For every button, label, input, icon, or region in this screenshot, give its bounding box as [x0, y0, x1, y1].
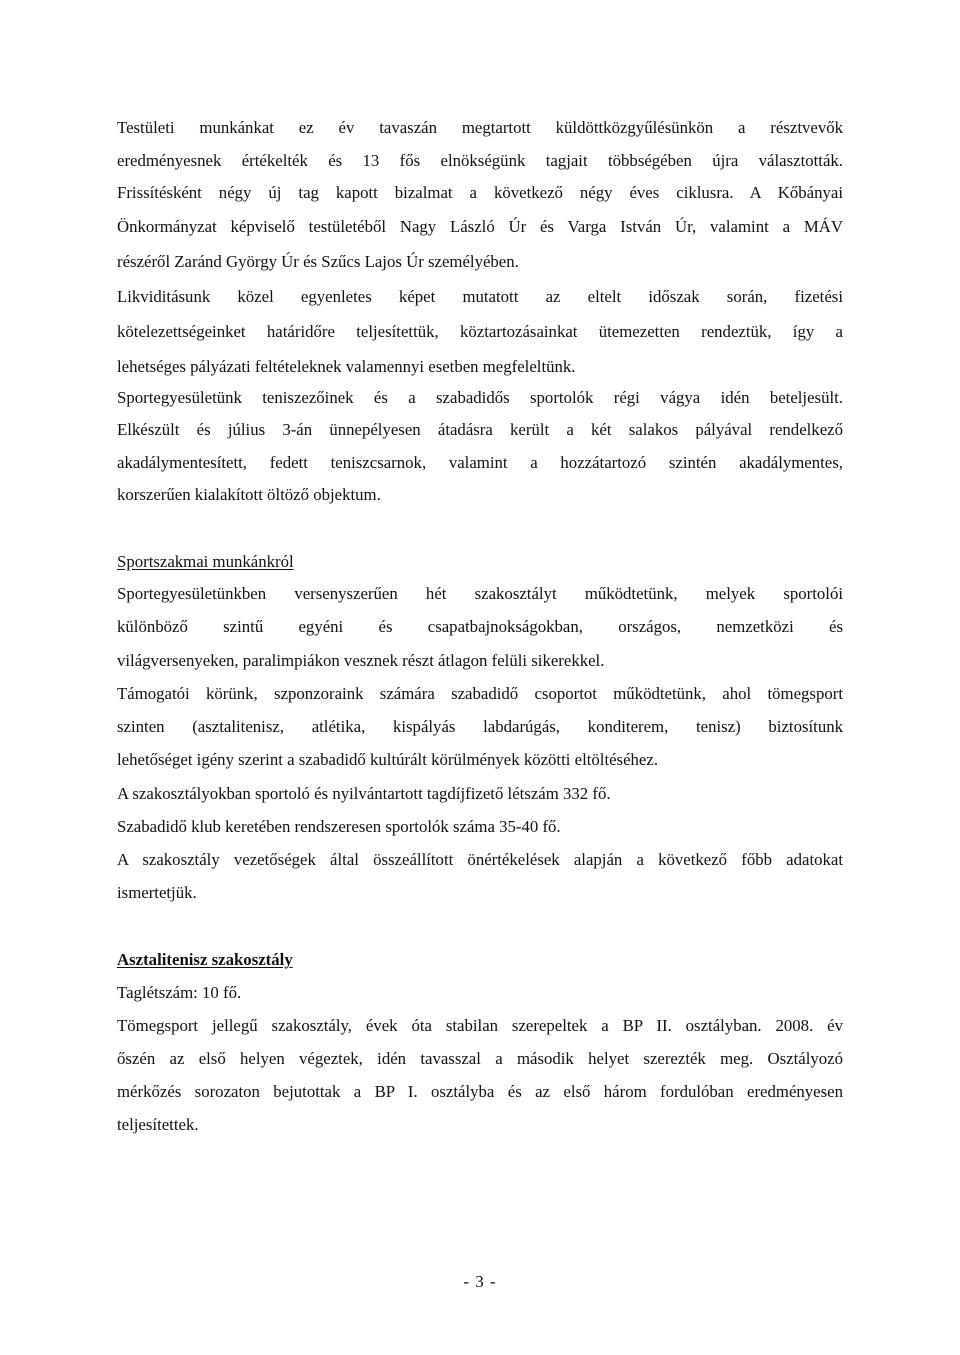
paragraph-line: Sportegyesületünk teniszezőinek és a szabadidős sportolók régi vágya idén beteljesült.: [117, 388, 843, 407]
paragraph-line: Tömegsport jellegű szakosztály, évek óta stabilan szerepeltek a BP II. osztályban. 2008. év: [117, 1016, 843, 1035]
paragraph-line: Frissítésként négy új tag kapott bizalmat a következő négy éves ciklusra. A Kőbányai: [117, 183, 843, 202]
section-heading: Sportszakmai munkánkról: [117, 552, 294, 571]
paragraph-line: eredményesnek értékelték és 13 fős elnökségünk tagjait többségében újra választották.: [117, 151, 843, 170]
paragraph-line: szinten (asztalitenisz, atlétika, kispályás labdarúgás, konditerem, tenisz) biztosítunk: [117, 717, 843, 736]
paragraph-line: A szakosztály vezetőségek által összeállított önértékelések alapján a következő főbb adatokat: [117, 850, 843, 869]
paragraph-line: akadálymentesített, fedett teniszcsarnok, valamint a hozzátartozó szintén akadálymentes,: [117, 453, 843, 472]
paragraph-line: részéről Zaránd György Úr és Szűcs Lajos Úr személyében.: [117, 252, 519, 271]
page-number: - 3 -: [463, 1272, 497, 1291]
paragraph-line: különböző szintű egyéni és csapatbajnokságokban, országos, nemzetközi és: [117, 617, 843, 636]
paragraph-line: kötelezettségeinket határidőre teljesítettük, köztartozásainkat ütemezetten rendeztük, így a: [117, 322, 843, 341]
paragraph-line: világversenyeken, paralimpiákon vesznek részt átlagon felüli sikerekkel.: [117, 651, 605, 670]
paragraph-line: Elkészült és július 3-án ünnepélyesen átadásra került a két salakos pályával rendelkező: [117, 420, 843, 439]
paragraph-line: Sportegyesületünkben versenyszerűen hét szakosztályt működtetünk, melyek sportolói: [117, 584, 843, 603]
paragraph-line: korszerűen kialakított öltöző objektum.: [117, 485, 381, 504]
section-heading: Asztalitenisz szakosztály: [117, 950, 293, 969]
paragraph-line: lehetséges pályázati feltételeknek valamennyi esetben megfeleltünk.: [117, 357, 576, 376]
paragraph-line: Támogatói körünk, szponzoraink számára szabadidő csoportot működtetünk, ahol tömegsport: [117, 684, 843, 703]
paragraph-line: Likviditásunk közel egyenletes képet mutatott az eltelt időszak során, fizetési: [117, 287, 843, 306]
paragraph-line: A szakosztályokban sportoló és nyilvántartott tagdíjfizető létszám 332 fő.: [117, 784, 611, 803]
paragraph-line: mérkőzés sorozaton bejutottak a BP I. osztályba és az első három fordulóban eredményesen: [117, 1082, 843, 1101]
paragraph-line: ismertetjük.: [117, 883, 197, 902]
paragraph-line: Önkormányzat képviselő testületéből Nagy László Úr és Varga István Úr, valamint a MÁV: [117, 217, 843, 236]
paragraph-line: Taglétszám: 10 fő.: [117, 983, 242, 1002]
paragraph-line: őszén az első helyen végeztek, idén tavasszal a második helyet szerezték meg. Osztályozó: [117, 1049, 843, 1068]
paragraph-line: teljesítettek.: [117, 1115, 199, 1134]
paragraph-line: Testületi munkánkat ez év tavaszán megtartott küldöttközgyűlésünkön a résztvevők: [117, 118, 843, 137]
paragraph-line: Szabadidő klub keretében rendszeresen sportolók száma 35-40 fő.: [117, 817, 561, 836]
paragraph-line: lehetőséget igény szerint a szabadidő kultúrált körülmények közötti eltöltéséhez.: [117, 750, 659, 769]
